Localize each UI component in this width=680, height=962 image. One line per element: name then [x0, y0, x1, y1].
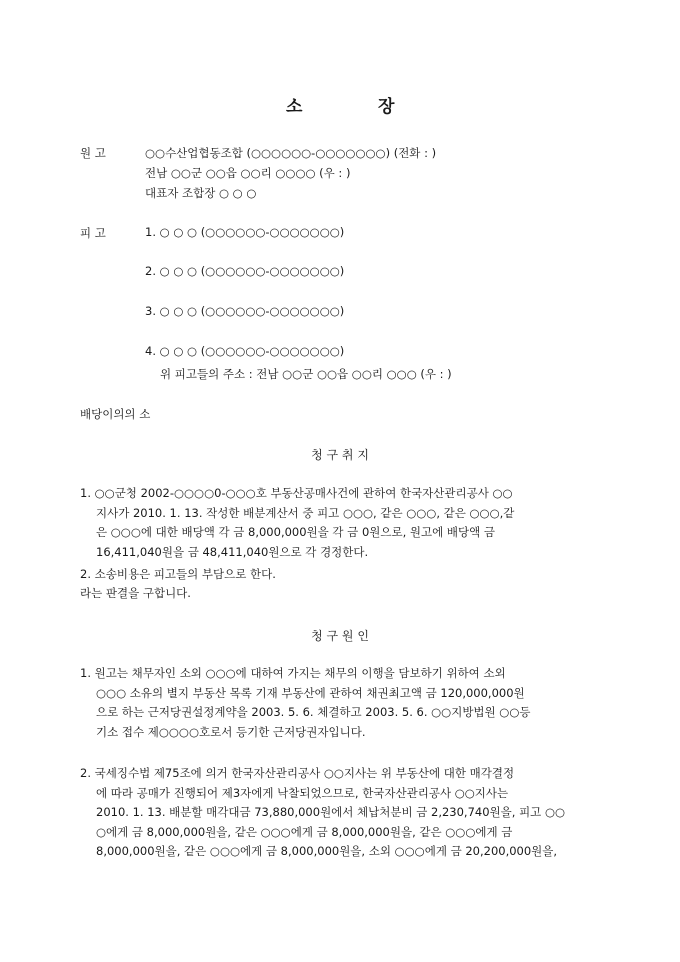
paragraph-line: 은 ○○○에 대한 배당액 각 금 8,000,000원을 각 금 0원으로, 원고에 배당액 금: [96, 525, 495, 539]
title-part2: 장: [378, 97, 396, 117]
defendant-label: 피 고: [80, 226, 106, 240]
plaintiff-address: 전남 ○○군 ○○읍 ○○리 ○○○○ (우 : ): [145, 166, 351, 180]
paragraph-line: ○○○ 소유의 별지 부동산 목록 기재 부동산에 관하여 채권최고액 금 120,000,000원: [96, 685, 525, 700]
paragraph-line: 지사가 2010. 1. 13. 작성한 배분계산서 중 피고 ○○○, 같은 ○○○, 같은 ○○○,같: [96, 505, 515, 520]
plaintiff-representative: 대표자 조합장 ○ ○ ○: [145, 186, 257, 200]
case-name: 배당이의의 소: [80, 407, 151, 421]
claim-cause-heading: 청 구 원 인: [311, 629, 369, 643]
claim-purpose-heading: 청 구 취 지: [311, 448, 369, 462]
defendant-item: 4. ○ ○ ○ (○○○○○○-○○○○○○○): [145, 344, 345, 358]
claim-purpose-item-1: [80, 484, 600, 562]
defendant-item: 1. ○ ○ ○ (○○○○○○-○○○○○○○): [145, 225, 345, 239]
title-part1: 소: [286, 97, 304, 117]
paragraph-line: ○에게 금 8,000,000원을, 같은 ○○○에게 금 8,000,000원을, 같은 ○○○에게 금: [96, 824, 513, 839]
paragraph-line: 으로 하는 근저당권설정계약을 2003. 5. 6. 체결하고 2003. 5. 6. ○○지방법원 ○○등: [96, 705, 531, 719]
claim-purpose-item-2: 2. 소송비용은 피고들의 부담으로 한다.: [80, 567, 276, 581]
defendant-item: 3. ○ ○ ○ (○○○○○○-○○○○○○○): [145, 304, 345, 318]
paragraph-line: 에 따라 공매가 진행되어 제3자에게 낙찰되었으므로, 한국자산관리공사 ○○지사는: [96, 785, 509, 800]
defendant-address: 위 피고들의 주소 : 전남 ○○군 ○○읍 ○○리 ○○○ (우 : ): [160, 367, 452, 381]
paragraph-line: 기소 접수 제○○○○호로서 등기한 근저당권자입니다.: [96, 724, 366, 739]
plaintiff-name: ○○수산업협동조합 (○○○○○○-○○○○○○○) (전화 : ): [145, 146, 437, 160]
claim-cause-item-1: [80, 664, 600, 742]
claim-purpose-closing: 라는 판결을 구합니다.: [80, 586, 191, 600]
paragraph-line: 1. 원고는 채무자인 소외 ○○○에 대하여 가지는 채무의 이행을 담보하기 위하여 소외: [80, 666, 506, 680]
paragraph-line: 1. ○○군청 2002-○○○○0-○○○호 부동산공매사건에 관하여 한국자산관리공사 ○○: [80, 486, 513, 500]
plaintiff-label: 원 고: [80, 146, 106, 160]
paragraph-line: 2010. 1. 13. 배분할 매각대금 73,880,000원에서 체납처분비 금 2,230,740원을, 피고 ○○: [96, 805, 566, 819]
defendant-item: 2. ○ ○ ○ (○○○○○○-○○○○○○○): [145, 264, 345, 278]
claim-cause-item-2: [80, 764, 600, 862]
paragraph-line: 8,000,000원을, 같은 ○○○에게 금 8,000,000원을, 소외 ○○○에게 금 20,200,000원을,: [96, 844, 558, 858]
paragraph-line: 16,411,040원을 금 48,411,040원으로 각 경정한다.: [96, 544, 369, 559]
paragraph-line: 2. 국세징수법 제75조에 의거 한국자산관리공사 ○○지사는 위 부동산에 대한 매각결정: [80, 766, 515, 780]
